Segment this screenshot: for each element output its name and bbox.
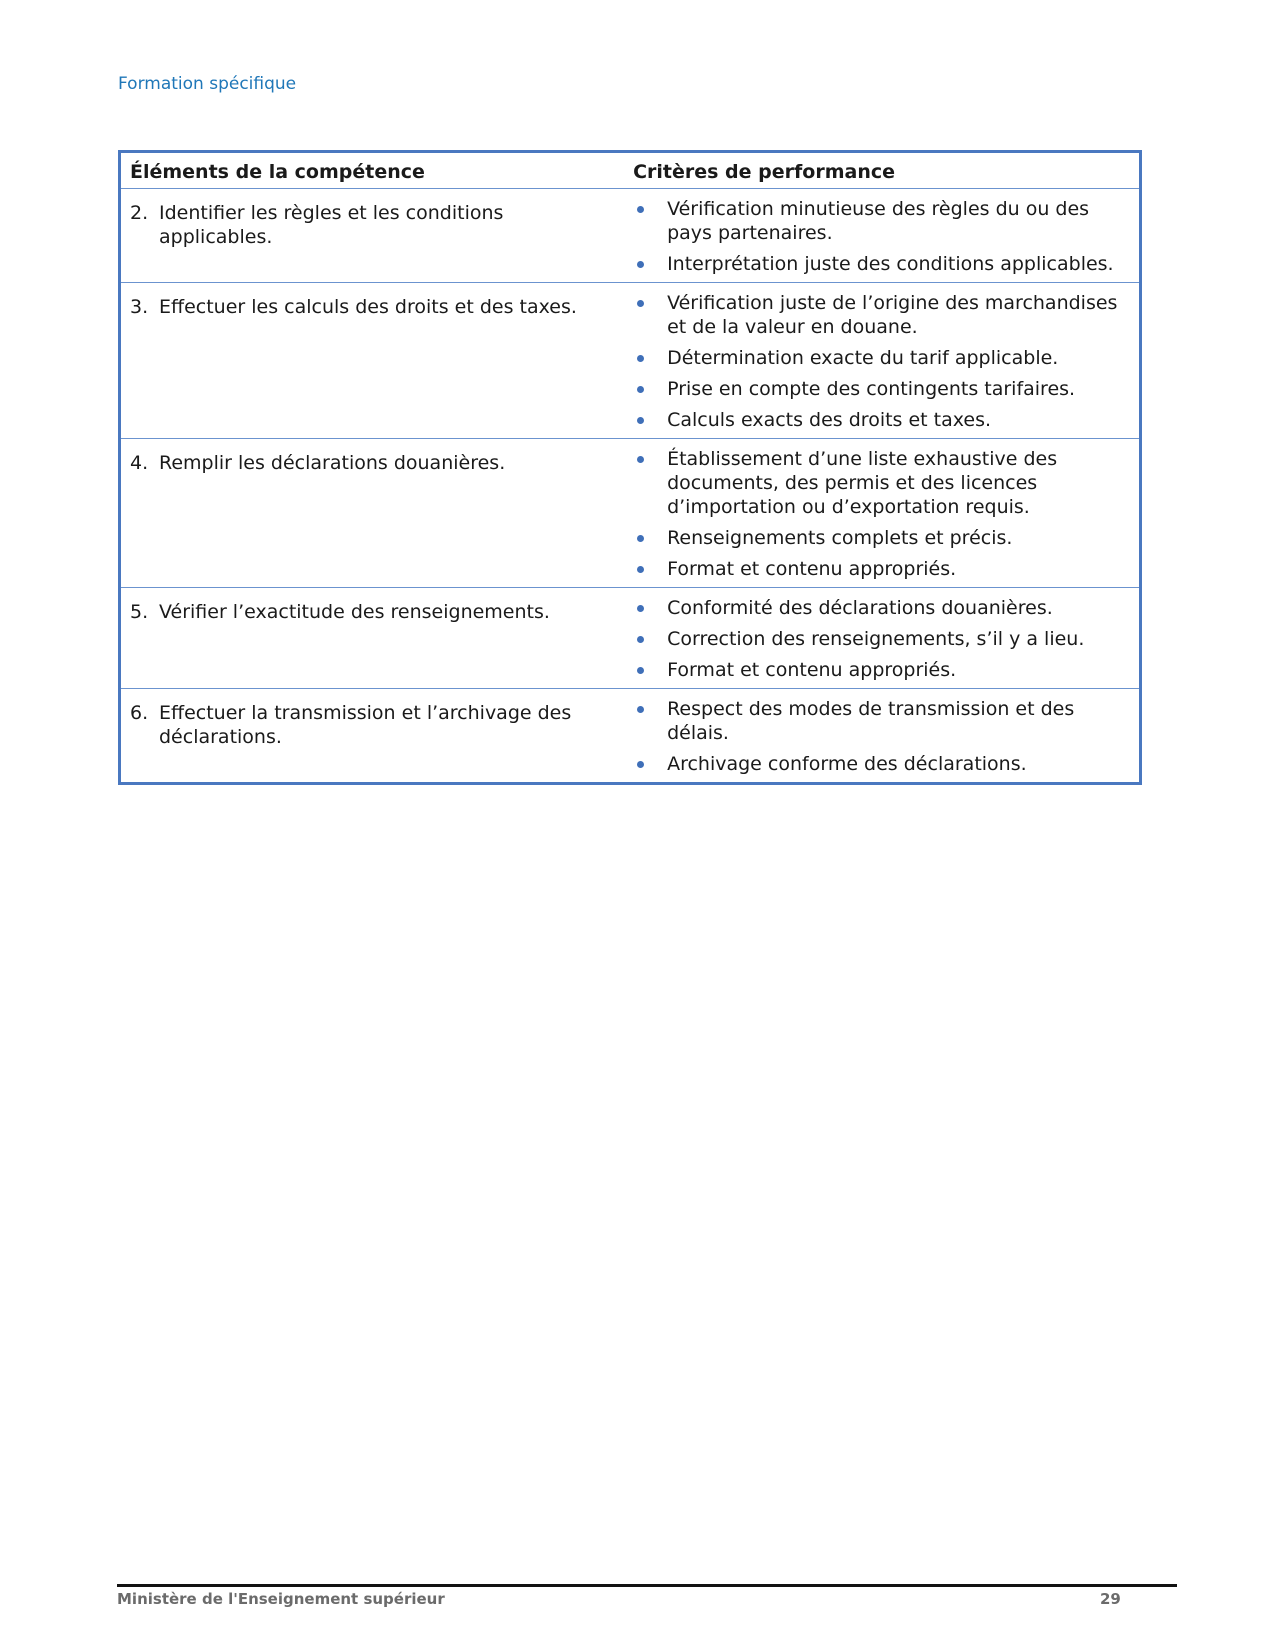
element-number: 4.: [130, 452, 149, 474]
table-header-row: [120, 152, 1141, 189]
bullet-icon: [637, 761, 644, 768]
bullet-icon: [637, 706, 644, 713]
bullet-icon: [637, 636, 644, 643]
criteria-list: [633, 197, 1131, 276]
criteria-cell: [624, 189, 1140, 283]
criteria-item: Format et contenu appropriés.: [633, 557, 1131, 581]
criteria-cell: [624, 283, 1140, 439]
element-text: Remplir les déclarations douanières.: [159, 452, 506, 474]
criteria-item: Correction des renseignements, s’il y a lieu.: [633, 627, 1131, 651]
table-row: [120, 189, 1141, 283]
criteria-cell: [624, 588, 1140, 689]
footer-ministry: Ministère de l'Enseignement supérieur: [117, 1590, 445, 1608]
footer-divider: [117, 1584, 1177, 1587]
bullet-icon: [637, 206, 644, 213]
criteria-item: Interprétation juste des conditions applicables.: [633, 252, 1131, 276]
running-title: Formation spécifique: [118, 74, 297, 94]
element-number: 3.: [130, 296, 149, 318]
criteria-list: [633, 447, 1131, 581]
table-row: [120, 283, 1141, 439]
table-row: [120, 439, 1141, 588]
page-number: 29: [1100, 1590, 1121, 1608]
element-cell: [120, 588, 625, 689]
competence-table: [118, 150, 1142, 785]
element-number: 5.: [130, 601, 149, 623]
criteria-cell: [624, 439, 1140, 588]
criteria-item: Établissement d’une liste exhaustive des documents, des permis et des licences d’importation ou d’exportation requis.: [633, 447, 1131, 519]
element-number: 2.: [130, 202, 149, 224]
element-cell: [120, 189, 625, 283]
criteria-item: Prise en compte des contingents tarifaires.: [633, 377, 1131, 401]
bullet-icon: [637, 417, 644, 424]
bullet-icon: [637, 667, 644, 674]
criteria-list: [633, 596, 1131, 682]
criteria-item: Conformité des déclarations douanières.: [633, 596, 1131, 620]
element-text: Vérifier l’exactitude des renseignements.: [159, 601, 550, 623]
bullet-icon: [637, 535, 644, 542]
element-text: Effectuer la transmission et l’archivage des déclarations.: [159, 702, 572, 748]
criteria-item: Archivage conforme des déclarations.: [633, 752, 1131, 776]
header-elements: Éléments de la compétence: [120, 152, 625, 189]
criteria-item: Calculs exacts des droits et taxes.: [633, 408, 1131, 432]
bullet-icon: [637, 355, 644, 362]
bullet-icon: [637, 566, 644, 573]
criteria-item: Vérification minutieuse des règles du ou des pays partenaires.: [633, 197, 1131, 245]
bullet-icon: [637, 261, 644, 268]
bullet-icon: [637, 300, 644, 307]
criteria-cell: [624, 689, 1140, 784]
criteria-list: [633, 697, 1131, 776]
element-text: Effectuer les calculs des droits et des taxes.: [159, 296, 577, 318]
criteria-item: Format et contenu appropriés.: [633, 658, 1131, 682]
element-cell: [120, 689, 625, 784]
table-row: [120, 588, 1141, 689]
table-row: [120, 689, 1141, 784]
element-cell: [120, 283, 625, 439]
criteria-item: Détermination exacte du tarif applicable.: [633, 346, 1131, 370]
element-text: Identifier les règles et les conditions applicables.: [159, 202, 504, 248]
criteria-item: Respect des modes de transmission et des délais.: [633, 697, 1131, 745]
bullet-icon: [637, 386, 644, 393]
bullet-icon: [637, 456, 644, 463]
header-criteria: Critères de performance: [624, 152, 1140, 189]
element-cell: [120, 439, 625, 588]
criteria-list: [633, 291, 1131, 432]
bullet-icon: [637, 605, 644, 612]
element-number: 6.: [130, 702, 149, 724]
criteria-item: Vérification juste de l’origine des marchandises et de la valeur en douane.: [633, 291, 1131, 339]
criteria-item: Renseignements complets et précis.: [633, 526, 1131, 550]
